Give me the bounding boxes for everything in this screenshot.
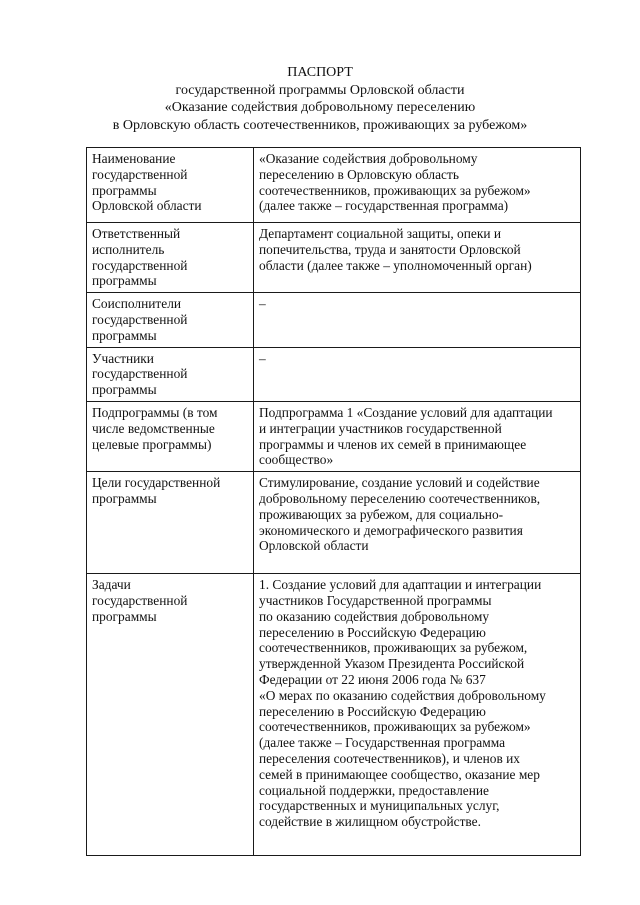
- row-label-cell: [87, 574, 254, 856]
- label-text: Соисполнители: [92, 296, 182, 312]
- value-text: Федерации от 22 июня 2006 года № 637: [259, 671, 486, 687]
- label-text: программы: [92, 327, 157, 343]
- row-label-cell: [87, 472, 254, 574]
- value-text: утвержденной Указом Президента Российской: [259, 656, 525, 672]
- row-value-cell: [254, 401, 581, 471]
- row-label-cell: [87, 293, 254, 347]
- value-text: 1. Создание условий для адаптации и интеграции: [259, 577, 542, 593]
- row-value-cell: [254, 223, 581, 293]
- row-value-cell: [254, 574, 581, 856]
- value-text: (далее также – Государственная программа: [259, 735, 506, 751]
- value-text: –: [259, 296, 266, 312]
- value-text: по оказанию содействия добровольному: [259, 608, 490, 624]
- value-text: государственных и муниципальных услуг,: [259, 798, 500, 814]
- label-text: программы: [92, 382, 157, 398]
- label-text: Ответственный: [92, 226, 181, 241]
- label-text: программы: [92, 182, 157, 198]
- document-header: [0, 64, 640, 134]
- table-row: [87, 347, 581, 401]
- value-text: сообщество»: [259, 452, 334, 468]
- row-label-cell: [87, 347, 254, 401]
- table-row: [87, 223, 581, 293]
- table-row: [87, 472, 581, 574]
- row-value-cell: [254, 148, 581, 223]
- value-text: переселению в Орловскую область: [259, 166, 459, 182]
- value-text: попечительства, труда и занятости Орловской: [259, 241, 521, 257]
- label-text: Цели государственной: [92, 475, 221, 491]
- label-text: государственной: [92, 592, 188, 608]
- label-text: исполнитель: [92, 241, 165, 257]
- row-label-cell: [87, 223, 254, 293]
- table-row: [87, 148, 581, 223]
- label-text: Наименование: [92, 151, 176, 166]
- label-text: программы: [92, 273, 157, 289]
- label-text: государственной: [92, 366, 188, 382]
- label-text: государственной: [92, 311, 188, 327]
- label-text: Орловской области: [92, 198, 202, 214]
- label-text: программы: [92, 490, 157, 506]
- label-text: целевые программы): [92, 436, 212, 452]
- document-subtitle-line-2: «Оказание содействия добровольному переселению: [164, 100, 476, 115]
- value-text: социальной поддержки, предоставление: [259, 782, 489, 798]
- value-text: «Оказание содействия добровольному: [259, 151, 478, 166]
- label-text: государственной: [92, 166, 188, 182]
- value-text: проживающих за рубежом, для социально-: [259, 506, 504, 522]
- value-text: семей в принимающее сообщество, оказание мер: [259, 766, 540, 782]
- value-text: переселению в Российскую Федерацию: [259, 703, 486, 719]
- table-row: [87, 401, 581, 471]
- row-label-cell: [87, 148, 254, 223]
- row-value-cell: [254, 293, 581, 347]
- value-text: добровольному переселению соотечественников,: [259, 490, 541, 506]
- value-text: (далее также – государственная программа): [259, 198, 509, 214]
- row-value-cell: [254, 347, 581, 401]
- document-title: ПАСПОРТ: [287, 65, 353, 80]
- label-text: программы: [92, 608, 157, 624]
- value-text: программы и членов их семей в принимающее: [259, 436, 527, 452]
- value-text: Департамент социальной защиты, опеки и: [259, 226, 502, 241]
- label-text: Подпрограммы (в том: [92, 404, 218, 420]
- value-text: Подпрограмма 1 «Создание условий для адаптации: [259, 404, 553, 420]
- label-text: Задачи: [92, 577, 131, 593]
- label-text: числе ведомственные: [92, 420, 215, 436]
- value-text: и интеграции участников государственной: [259, 420, 502, 436]
- value-text: соотечественников, проживающих за рубежом»: [259, 182, 531, 198]
- table-row: [87, 574, 581, 856]
- value-text: переселению в Российскую Федерацию: [259, 624, 486, 640]
- value-text: участников Государственной программы: [259, 592, 492, 608]
- value-text: Стимулирование, создание условий и содействие: [259, 475, 540, 491]
- value-text: переселения соотечественников), и членов их: [259, 750, 520, 766]
- value-text: области (далее также – уполномоченный орган): [259, 257, 532, 273]
- value-text: соотечественников, проживающих за рубежом,: [259, 640, 528, 656]
- label-text: государственной: [92, 257, 188, 273]
- value-text: экономического и демографического развития: [259, 522, 523, 538]
- document-subtitle-line-1: государственной программы Орловской области: [175, 82, 465, 98]
- row-label-cell: [87, 401, 254, 471]
- value-text: Орловской области: [259, 538, 369, 554]
- row-value-cell: [254, 472, 581, 574]
- passport-table: [86, 147, 581, 856]
- value-text: «О мерах по оказанию содействия добровольному: [259, 687, 546, 703]
- label-text: Участники: [92, 350, 154, 366]
- value-text: –: [259, 350, 266, 366]
- value-text: соотечественников, проживающих за рубежом»: [259, 719, 531, 735]
- document-subtitle-line-3: в Орловскую область соотечественников, проживающих за рубежом»: [112, 117, 528, 133]
- value-text: содействие в жилищном обустройстве.: [259, 814, 481, 830]
- table-row: [87, 293, 581, 347]
